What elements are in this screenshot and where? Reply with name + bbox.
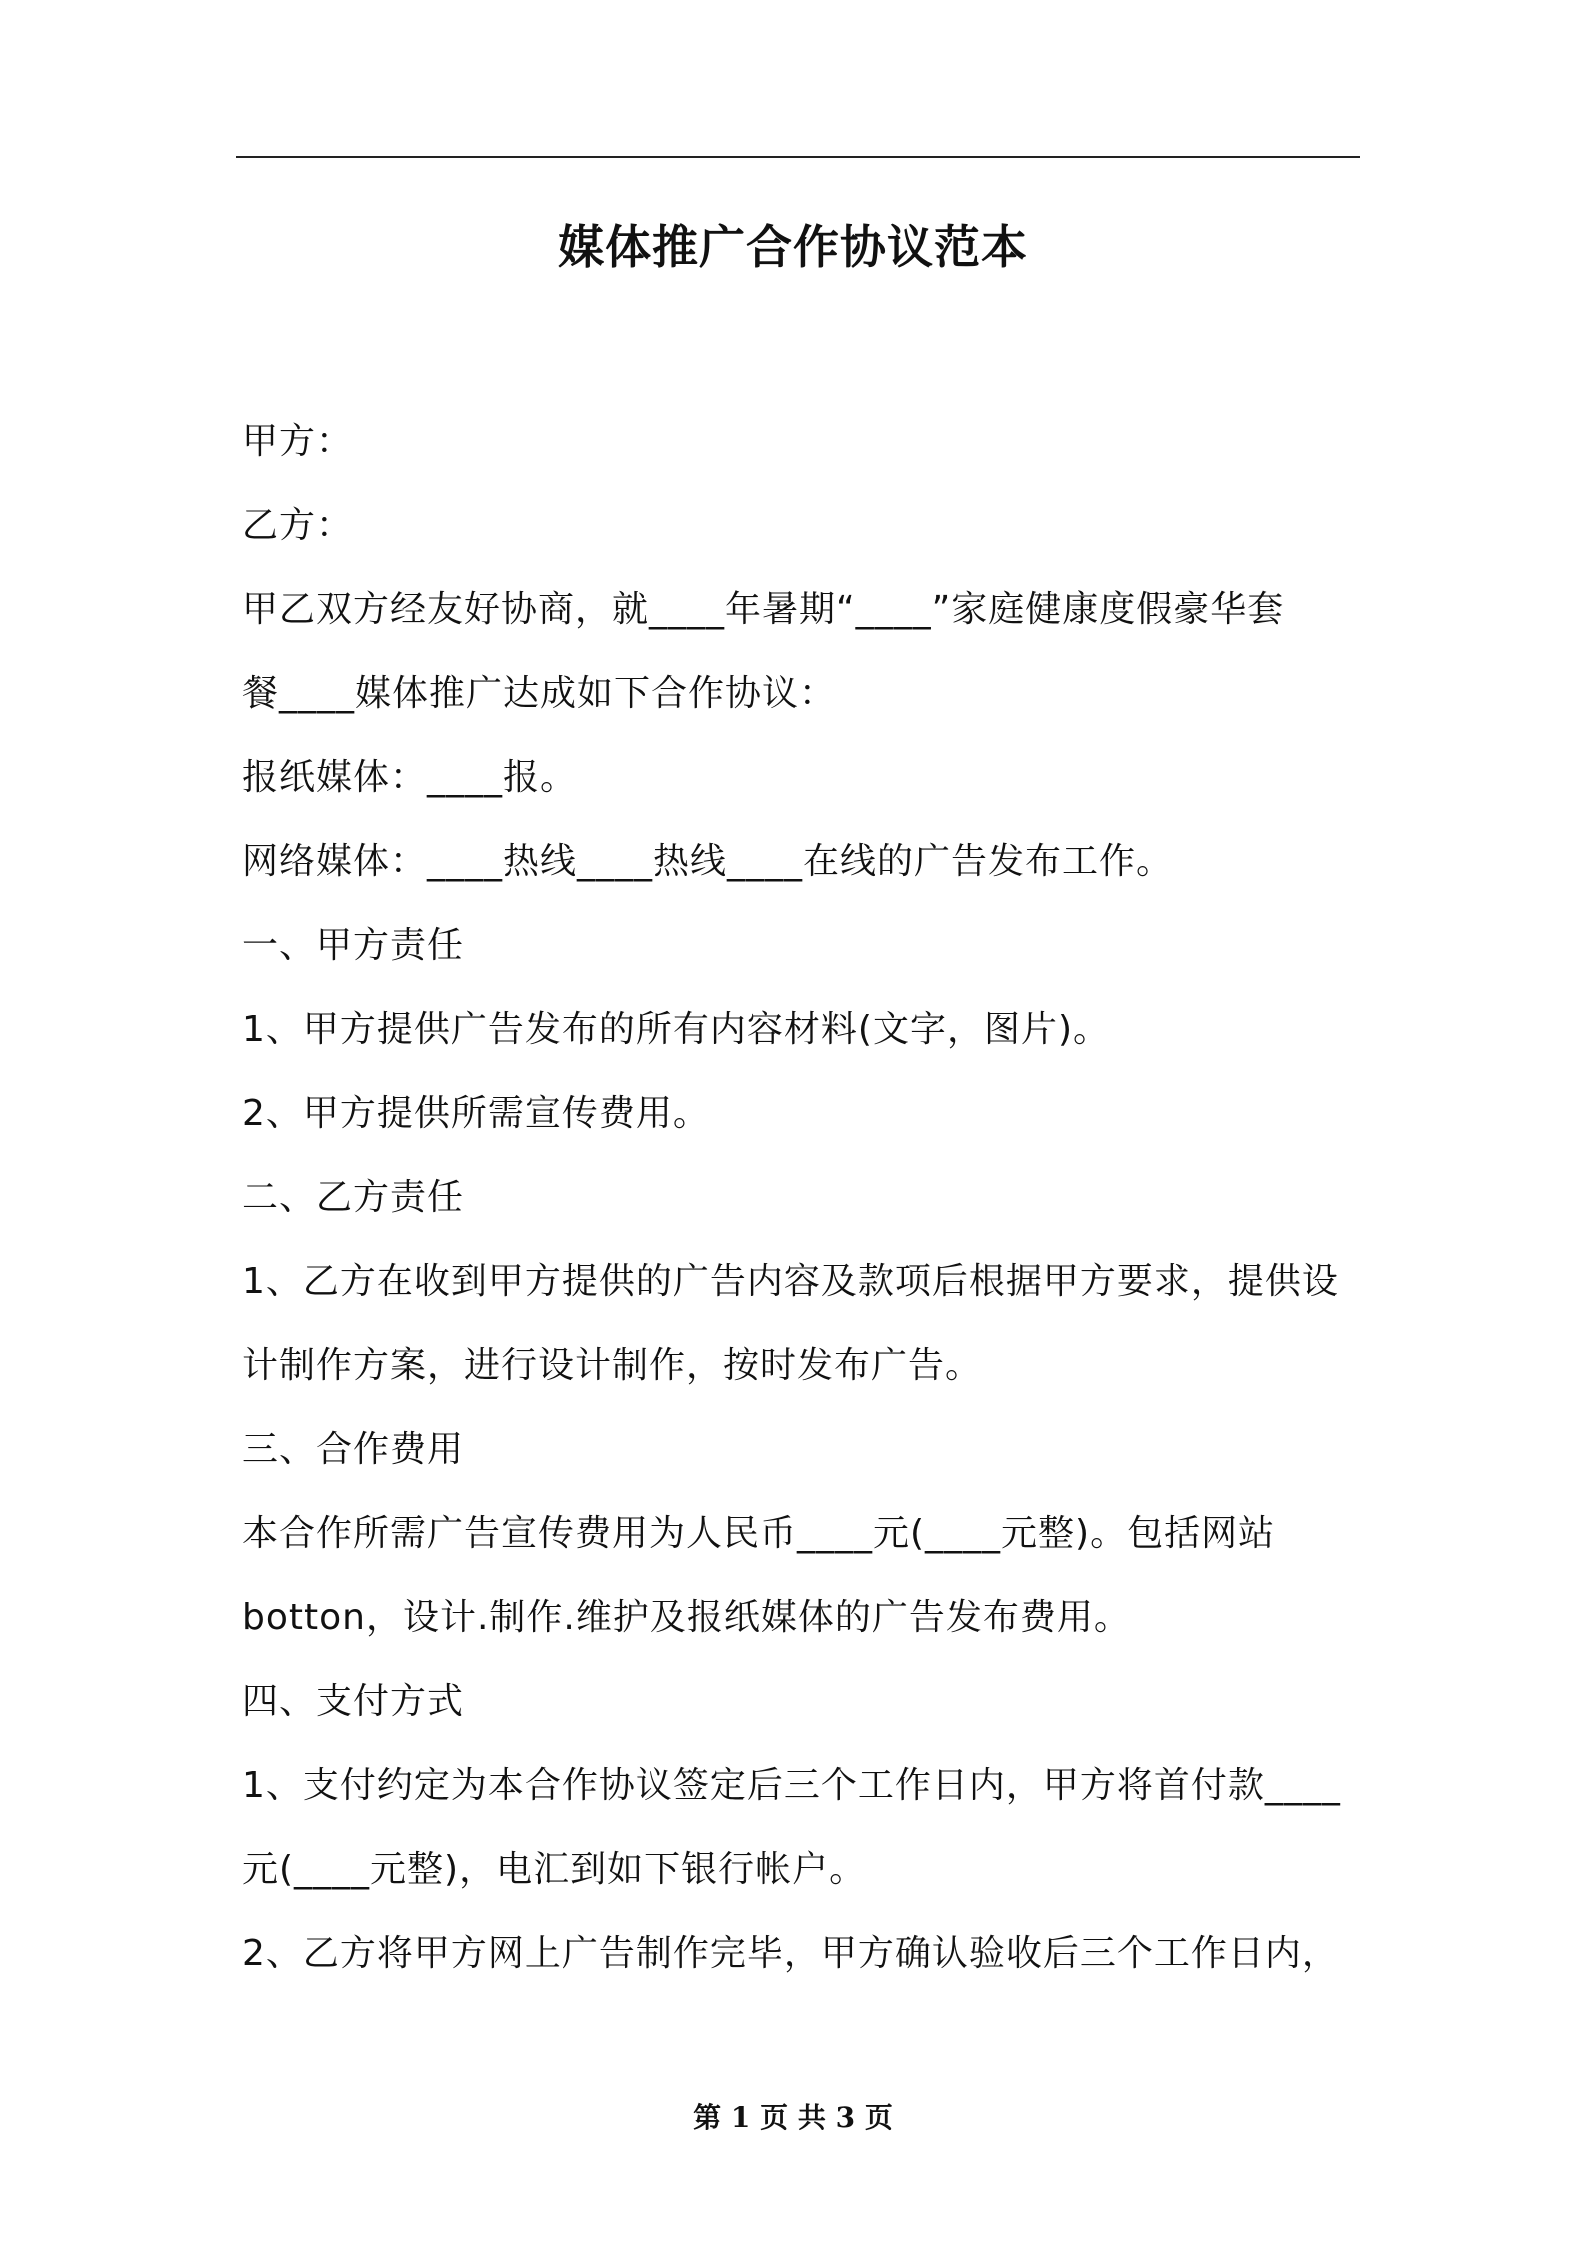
party-b-line: 乙方： (242, 505, 354, 546)
body-line: 2、乙方将甲方网上广告制作完毕，甲方确认验收后三个工作日内， (242, 1933, 1339, 1974)
body-line: 2、甲方提供所需宣传费用。 (242, 1093, 710, 1134)
section-heading: 二、乙方责任 (242, 1177, 465, 1218)
page-number-footer: 第 1 页 共 3 页 (693, 2101, 893, 2134)
document-body (242, 400, 1362, 1996)
body-line: 元(____元整)，电汇到如下银行帐户。 (242, 1849, 867, 1890)
body-line: 本合作所需广告宣传费用为人民币____元(____元整)。包括网站 (242, 1513, 1276, 1554)
body-line: botton，设计.制作.维护及报纸媒体的广告发布费用。 (242, 1597, 1131, 1638)
body-line: 报纸媒体：____报。 (242, 757, 578, 798)
section-heading: 一、甲方责任 (242, 925, 465, 966)
party-a-line: 甲方： (242, 421, 354, 462)
body-line: 1、甲方提供广告发布的所有内容材料(文字，图片)。 (242, 1009, 1110, 1050)
body-line: 甲乙双方经友好协商，就____年暑期“____”家庭健康度假豪华套 (242, 589, 1285, 630)
body-line: 网络媒体：____热线____热线____在线的广告发布工作。 (242, 841, 1174, 882)
document-title: 媒体推广合作协议范本 (558, 220, 1028, 274)
section-heading: 三、合作费用 (242, 1429, 465, 1470)
header-rule (236, 156, 1360, 158)
section-heading: 四、支付方式 (242, 1681, 465, 1722)
body-line: 1、支付约定为本合作协议签定后三个工作日内，甲方将首付款____ (242, 1765, 1341, 1806)
body-line: 计制作方案，进行设计制作，按时发布广告。 (242, 1345, 983, 1386)
body-line: 1、乙方在收到甲方提供的广告内容及款项后根据甲方要求，提供设 (242, 1261, 1339, 1302)
body-line: 餐____媒体推广达成如下合作协议： (242, 673, 837, 714)
